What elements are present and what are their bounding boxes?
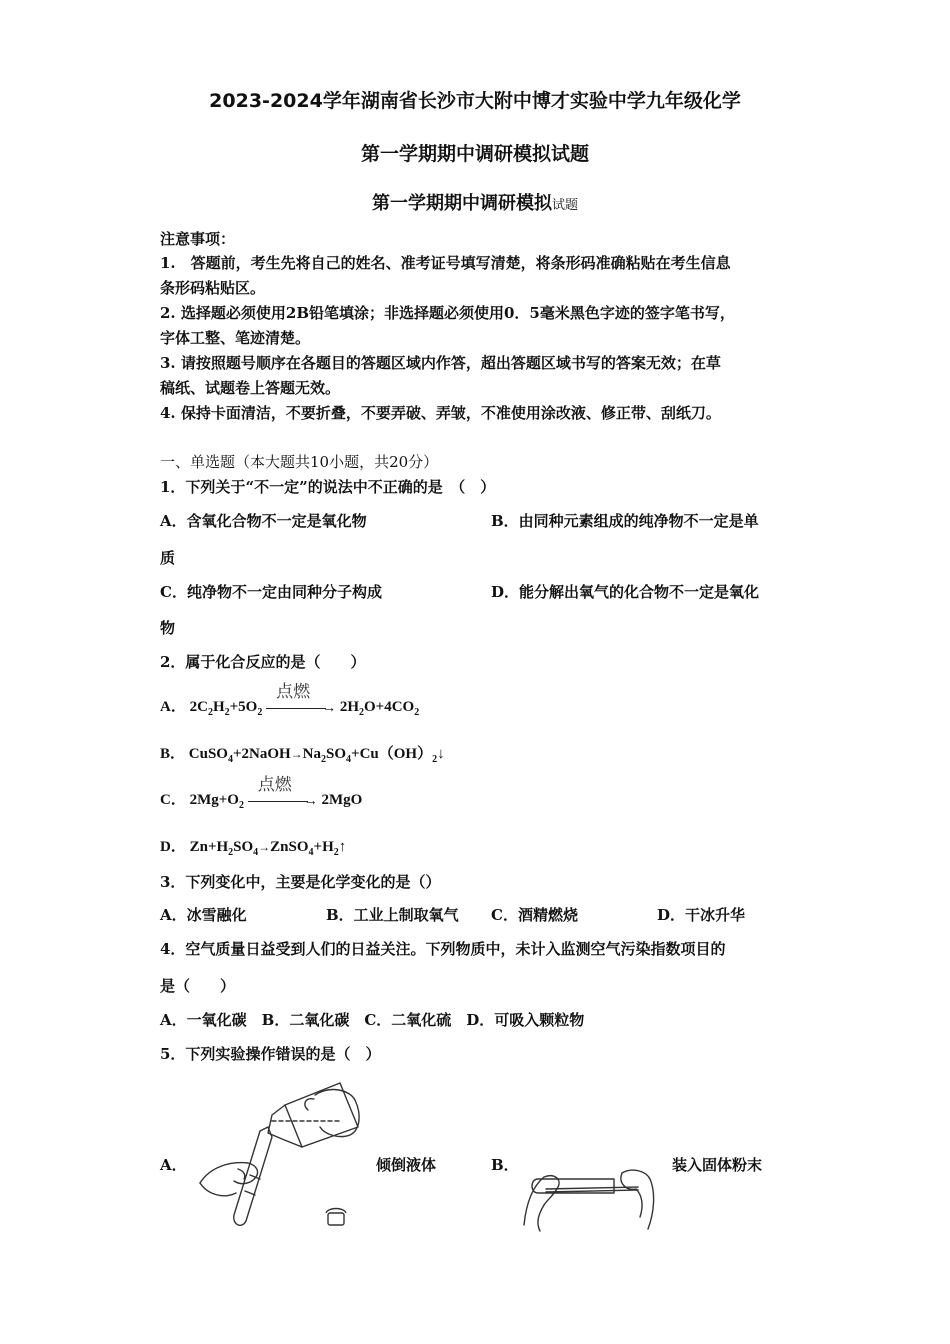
q5-option-a-caption: 倾倒液体 — [376, 1156, 437, 1174]
q2-option-a-label: A． — [160, 699, 186, 715]
q2-option-b: B． $CuSO_4+2NaOH\to Na_2SO_4+Cu(OH)_2↓$ — [160, 746, 445, 765]
q2-stem: 2．属于化合反应的是（ ） — [160, 653, 366, 671]
q3-stem: 3．下列变化中，主要是化学变化的是（） — [160, 873, 441, 891]
exam-title-line3 — [0, 189, 950, 215]
reaction-condition: 点燃 — [276, 681, 311, 702]
reaction-condition: 点燃 — [257, 774, 292, 795]
notice-line: 4. 保持卡面清洁，不要折叠，不要弄破、弄皱，不准使用涂改液、修正带、刮纸刀。 — [160, 404, 721, 422]
q2-option-d-label: D． — [160, 839, 186, 855]
notice-line: 字体工整、笔迹清楚。 — [160, 329, 311, 347]
pouring-liquid-illustration — [190, 1075, 370, 1235]
q1-option-d-cont: 物 — [160, 619, 176, 637]
notice-line: 3. 请按照题号顺序在各题目的答题区域内作答，超出答题区域书写的答案无效；在草 — [160, 354, 721, 372]
notice-line: 稿纸、试题卷上答题无效。 — [160, 379, 341, 397]
notice-heading: 注意事项： — [160, 230, 236, 248]
q3-option-a: A．冰雪融化 — [160, 906, 247, 924]
q1-option-a: A．含氧化合物不一定是氧化物 — [160, 512, 367, 530]
reaction-arrow: 点燃 → — [248, 791, 318, 811]
exam-title-line3-main: 第一学期期中调研模拟 — [371, 193, 552, 214]
q2-option-a: A． $2C_2H_2+5O_2$ 点燃 → $2H_2O+4CO_2$ — [160, 681, 420, 718]
q4-stem-cont: 是（ ） — [160, 977, 236, 995]
exam-title-line1: 2023-2024学年湖南省长沙市大附中博才实验中学九年级化学 — [209, 90, 741, 112]
q2-option-b-label: B． — [160, 746, 186, 762]
q5-option-b-caption: 装入固体粉末 — [672, 1156, 763, 1174]
q2-option-c-label: C． — [160, 792, 186, 808]
q3-option-b: B．工业上制取氧气 — [326, 906, 459, 924]
reaction-arrow: 点燃 → — [266, 698, 336, 718]
q5-option-a-label: A． — [160, 1156, 187, 1174]
q1-stem: 1．下列关于“不一定”的说法中不正确的是 （ ） — [160, 478, 496, 496]
q5-option-b-label: B． — [491, 1156, 519, 1174]
q1-option-c: C．纯净物不一定由同种分子构成 — [160, 583, 382, 601]
exam-title-line3-small: 试题 — [551, 198, 578, 213]
loading-powder-illustration — [518, 1165, 668, 1235]
q1-option-b-cont: 质 — [160, 549, 176, 567]
q2-option-c: C． $2Mg+O_2$ 点燃 → 2MgO — [160, 774, 363, 811]
q4-options: A．一氧化碳 B．二氧化碳 C．二氧化硫 D．可吸入颗粒物 — [160, 1011, 585, 1029]
exam-title-line2: 第一学期期中调研模拟试题 — [360, 143, 589, 165]
q3-option-d: D．干冰升华 — [657, 906, 746, 924]
q3-option-c: C．酒精燃烧 — [491, 906, 578, 924]
notice-line: 条形码粘贴区。 — [160, 279, 266, 297]
q1-option-b: B．由同种元素组成的纯净物不一定是单 — [491, 512, 759, 530]
section-heading: 一、单选题（本大题共10小题，共20分） — [160, 453, 439, 471]
q1-option-d: D．能分解出氧气的化合物不一定是氧化 — [491, 583, 760, 601]
notice-line: 2. 选择题必须使用2B铅笔填涂；非选择题必须使用0．5毫米黑色字迹的签字笔书写， — [160, 304, 735, 322]
q2-option-d: D． $Zn+H_2SO_4\to ZnSO_4+H_2↑$ — [160, 839, 347, 858]
notice-line: 1. 答题前，考生先将自己的姓名、准考证号填写清楚，将条形码准确粘贴在考生信息 — [160, 254, 731, 272]
q5-stem: 5．下列实验操作错误的是（ ） — [160, 1045, 381, 1063]
q4-stem: 4．空气质量日益受到人们的日益关注。下列物质中，未计入监测空气污染指数项目的 — [160, 940, 726, 958]
